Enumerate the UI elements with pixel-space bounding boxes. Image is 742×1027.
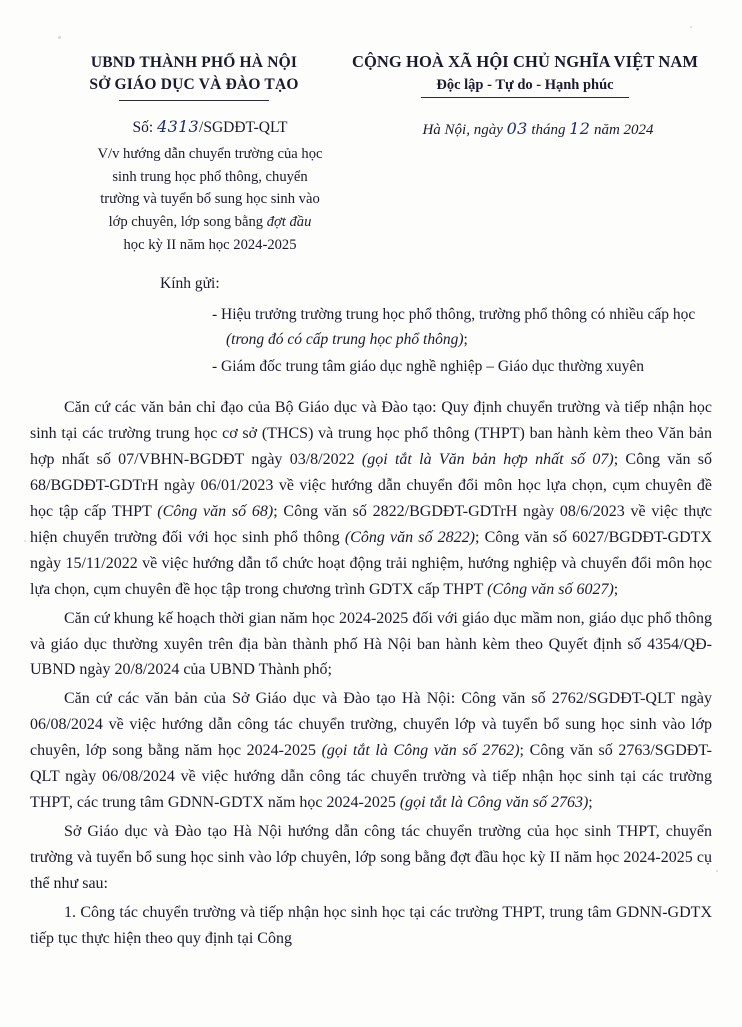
body-run: 1. Công tác chuyển trường và tiếp nhận học sinh học tại các trường THPT, trung tâm GDNN-GDTX tiếp tục thực hiện theo quy định tại Công — [30, 903, 712, 947]
subject-line-1: V/v hướng dẫn chuyển trường của học — [97, 146, 323, 163]
body-run: ; — [588, 794, 593, 812]
document-subject — [60, 143, 360, 256]
body-run: ; — [613, 580, 619, 598]
body-run-emphasis: (gọi tắt là Công văn số 2762) — [321, 742, 520, 760]
document-number-block — [26, 115, 360, 256]
authority-line-2: SỞ GIÁO DỤC VÀ ĐÀO TẠO — [89, 76, 299, 94]
body-run: ; Công văn số 2763/SGDĐT-QLT ngày 06/08/2024 về việc hướng dẫn công tác chuyển trường và tiếp nhận học sinh tại các trường THPT, các trung tâm GDNN-GDTX năm học 2024-2025 — [30, 742, 712, 812]
number-suffix: /SGDĐT-QLT — [199, 118, 288, 136]
body-run: Sở Giáo dục và Đào tạo Hà Nội hướng dẫn công tác chuyển trường của học sinh THPT, chuyển trường và tuyển bổ sung học sinh vào lớp chuyên, lớp song bằng đợt đầu học kỳ II năm học 2024-2025 cụ thể như sau: — [30, 822, 712, 892]
body-run: Căn cứ khung kế hoạch thời gian năm học 2024-2025 đối với giáo dục mầm non, giáo dục phổ thông và giáo dục thường xuyên trên địa bàn thành phố Hà Nội ban hành kèm theo Quyết định số 4354/QĐ-UBND ngày 20/8/2024 của UBND Thành phố; — [30, 609, 712, 679]
scan-speck — [716, 870, 718, 872]
recipients-title: Kính gửi: — [160, 275, 220, 293]
recipient-1-tail: ; — [463, 330, 468, 348]
body-run: Căn cứ các văn bản chỉ đạo của Bộ Giáo dục và Đào tạo: Quy định chuyển trường và tiếp nhận học sinh tại các trường trung học cơ sở (THCS) và trung học phổ thông (THPT) ban hành kèm theo Văn bản hợp nhất số 07/VBHN-BGDĐT ngày 03/8/2022 — [30, 399, 712, 469]
body-paragraph — [30, 900, 712, 952]
body-run-emphasis: (gọi tắt là Công văn số 2763) — [399, 794, 589, 812]
body-run: ; Công văn số 68/BGDĐT-GDTrH ngày 06/01/2023 về việc hướng dẫn chuyển đổi môn học lựa chọn, cụm chuyên đề học tập cấp THPT — [30, 451, 713, 521]
body-run: Căn cứ các văn bản của Sở Giáo dục và Đào tạo Hà Nội: Công văn số 2762/SGDĐT-QLT ngày 06/08/2024 về việc hướng dẫn công tác chuyển trường, chuyển lớp và tuyển bổ sung học sinh vào lớp chuyên, lớp song bằng năm học 2024-2025 — [30, 690, 712, 760]
document-body — [0, 381, 742, 951]
list-item — [212, 355, 712, 380]
body-run-emphasis: (gọi tắt là Văn bản hợp nhất số 07) — [361, 451, 614, 469]
scan-speck — [58, 36, 61, 39]
document-meta-block — [0, 101, 742, 256]
body-run-emphasis: (Công văn số 6027) — [487, 580, 614, 598]
body-run: ; Công văn số 6027/BGDĐT-GDTX ngày 15/11/2022 về việc hướng dẫn tổ chức hoạt động trải nghiệm, hướng nghiệp và chuyển đổi môn học lựa chọn, cụm chuyên đề học tập trong chương trình GDTX cấp THPT — [30, 528, 712, 598]
body-paragraph — [30, 686, 712, 816]
issuing-authority — [26, 52, 328, 101]
scan-speck — [690, 26, 692, 28]
nation-name: CỘNG HOÀ XÃ HỘI CHỦ NGHĨA VIỆT NAM — [351, 52, 699, 71]
subject-line-4-a: lớp chuyên, lớp song bằng — [108, 214, 267, 231]
recipients-list — [150, 303, 712, 379]
subject-line-5: học kỳ II năm học 2024-2025 — [123, 236, 297, 253]
body-paragraph — [30, 395, 712, 602]
body-run-emphasis: (Công văn số 68) — [157, 503, 274, 521]
body-paragraph — [30, 606, 712, 684]
body-run: ; Công văn số 2822/BGDĐT-GDTrH ngày 08/6/2023 về việc thực hiện chuyển trường đối với học sinh phổ thông — [30, 503, 712, 546]
recipient-1-text: - Hiệu trưởng trường trung học phổ thông, trường phổ thông có nhiều cấp học — [212, 306, 696, 324]
day-handwritten: 03 — [506, 118, 528, 138]
subject-line-4 — [60, 211, 360, 234]
body-paragraph — [30, 819, 712, 897]
scan-speck — [24, 540, 26, 542]
document-header — [0, 0, 742, 101]
nation-motto: Độc lập - Tự do - Hạnh phúc — [436, 77, 614, 93]
body-run-emphasis: (Công văn số 2822) — [344, 528, 475, 546]
subject-line-2: sinh trung học phổ thông, chuyển — [112, 168, 308, 185]
national-heading — [328, 52, 716, 98]
subject-line-4-emphasis: đợt đầu — [266, 214, 312, 231]
place-and-date — [360, 115, 716, 139]
recipients-block — [0, 256, 742, 379]
motto-underline — [421, 97, 629, 98]
subject-line-3: trường và tuyển bổ sung học sinh vào — [100, 191, 320, 208]
document-number — [60, 115, 360, 139]
place-label: Hà Nội, ngày — [422, 121, 503, 138]
authority-underline — [119, 100, 269, 101]
list-item — [212, 303, 712, 353]
year-label: năm 2024 — [593, 121, 654, 138]
authority-line-1: UBND THÀNH PHỐ HÀ NỘI — [90, 54, 298, 71]
number-prefix: Số: — [132, 118, 154, 136]
month-handwritten: 12 — [569, 118, 591, 138]
number-handwritten: 4313 — [157, 116, 200, 136]
recipient-2-text: - Giám đốc trung tâm giáo dục nghề nghiệp – Giáo dục thường xuyên — [212, 357, 644, 375]
recipient-1-note: (trong đó có cấp trung học phổ thông) — [226, 330, 464, 348]
month-label: tháng — [531, 121, 566, 138]
